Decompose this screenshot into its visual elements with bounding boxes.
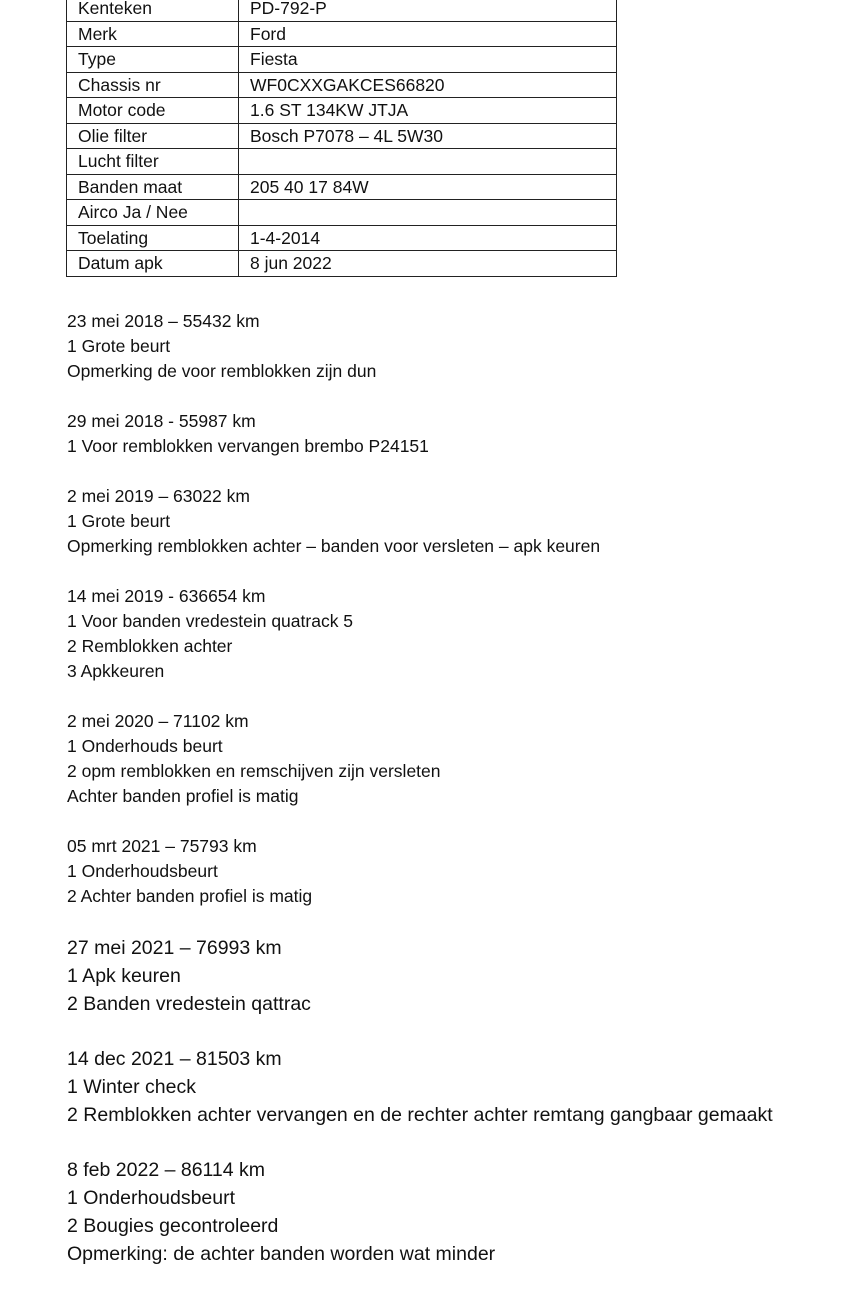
table-value: 1.6 ST 134KW JTJA bbox=[239, 98, 617, 124]
table-label: Banden maat bbox=[67, 174, 239, 200]
service-log bbox=[67, 309, 837, 1295]
entry-line: 1 Onderhoudsbeurt bbox=[67, 1187, 236, 1209]
table-label: Airco Ja / Nee bbox=[67, 200, 239, 226]
table-value: 8 jun 2022 bbox=[239, 251, 617, 277]
table-row bbox=[67, 123, 617, 149]
table-row bbox=[67, 72, 617, 98]
service-entry bbox=[67, 409, 837, 459]
entry-line: 1 Onderhoudsbeurt bbox=[67, 861, 218, 881]
entry-line: 1 Apk keuren bbox=[67, 965, 181, 987]
table-row bbox=[67, 174, 617, 200]
entry-line: 1 Onderhouds beurt bbox=[67, 736, 223, 756]
entry-line: 1 Grote beurt bbox=[67, 336, 171, 356]
service-entry bbox=[67, 1045, 837, 1129]
table-value: PD-792-P bbox=[239, 0, 617, 21]
table-value: Fiesta bbox=[239, 47, 617, 73]
table-row bbox=[67, 200, 617, 226]
service-entry bbox=[67, 309, 837, 384]
service-entry bbox=[67, 484, 837, 559]
table-label: Motor code bbox=[67, 98, 239, 124]
table-label: Datum apk bbox=[67, 251, 239, 277]
entry-heading: 23 mei 2018 – 55432 km bbox=[67, 311, 260, 331]
entry-line: 2 opm remblokken en remschijven zijn versleten bbox=[67, 761, 441, 781]
entry-heading: 2 mei 2020 – 71102 km bbox=[67, 711, 249, 731]
service-entry bbox=[67, 834, 837, 909]
service-entry bbox=[67, 709, 837, 809]
table-value: 1-4-2014 bbox=[239, 225, 617, 251]
table-label: Kenteken bbox=[67, 0, 239, 21]
entry-line: 2 Bougies gecontroleerd bbox=[67, 1215, 279, 1237]
table-value bbox=[239, 200, 617, 226]
service-entry bbox=[67, 934, 837, 1018]
entry-line: 2 Remblokken achter vervangen en de rechter achter remtang gangbaar gemaakt bbox=[67, 1104, 773, 1126]
table-label: Lucht filter bbox=[67, 149, 239, 175]
entry-line: 2 Achter banden profiel is matig bbox=[67, 886, 313, 906]
entry-line: Achter banden profiel is matig bbox=[67, 786, 299, 806]
table-value bbox=[239, 149, 617, 175]
table-value: 205 40 17 84W bbox=[239, 174, 617, 200]
service-entry bbox=[67, 1156, 837, 1268]
entry-heading: 29 mei 2018 - 55987 km bbox=[67, 411, 256, 431]
table-row bbox=[67, 21, 617, 47]
vehicle-info-table bbox=[66, 0, 617, 277]
table-value: Ford bbox=[239, 21, 617, 47]
entry-line: 3 Apkkeuren bbox=[67, 661, 165, 681]
table-label: Toelating bbox=[67, 225, 239, 251]
entry-heading: 05 mrt 2021 – 75793 km bbox=[67, 836, 257, 856]
entry-heading: 27 mei 2021 – 76993 km bbox=[67, 937, 282, 959]
service-entry bbox=[67, 584, 837, 684]
table-row bbox=[67, 251, 617, 277]
entry-line: 2 Banden vredestein qattrac bbox=[67, 993, 311, 1015]
table-row bbox=[67, 98, 617, 124]
table-label: Chassis nr bbox=[67, 72, 239, 98]
table-value: Bosch P7078 – 4L 5W30 bbox=[239, 123, 617, 149]
table-label: Type bbox=[67, 47, 239, 73]
entry-heading: 14 mei 2019 - 636654 km bbox=[67, 586, 266, 606]
table-row bbox=[67, 225, 617, 251]
table-row bbox=[67, 47, 617, 73]
entry-heading: 8 feb 2022 – 86114 km bbox=[67, 1159, 266, 1181]
entry-line: 1 Grote beurt bbox=[67, 511, 171, 531]
entry-heading: 14 dec 2021 – 81503 km bbox=[67, 1048, 282, 1070]
table-label: Olie filter bbox=[67, 123, 239, 149]
entry-line: 1 Voor remblokken vervangen brembo P24151 bbox=[67, 436, 429, 456]
table-row bbox=[67, 149, 617, 175]
entry-line: Opmerking remblokken achter – banden voor versleten – apk keuren bbox=[67, 536, 601, 556]
entry-line: 2 Remblokken achter bbox=[67, 636, 233, 656]
entry-line: 1 Winter check bbox=[67, 1076, 196, 1098]
entry-heading: 2 mei 2019 – 63022 km bbox=[67, 486, 250, 506]
table-label: Merk bbox=[67, 21, 239, 47]
entry-line: Opmerking de voor remblokken zijn dun bbox=[67, 361, 377, 381]
entry-line: Opmerking: de achter banden worden wat minder bbox=[67, 1243, 496, 1265]
table-value: WF0CXXGAKCES66820 bbox=[239, 72, 617, 98]
entry-line: 1 Voor banden vredestein quatrack 5 bbox=[67, 611, 354, 631]
table-row bbox=[67, 0, 617, 21]
